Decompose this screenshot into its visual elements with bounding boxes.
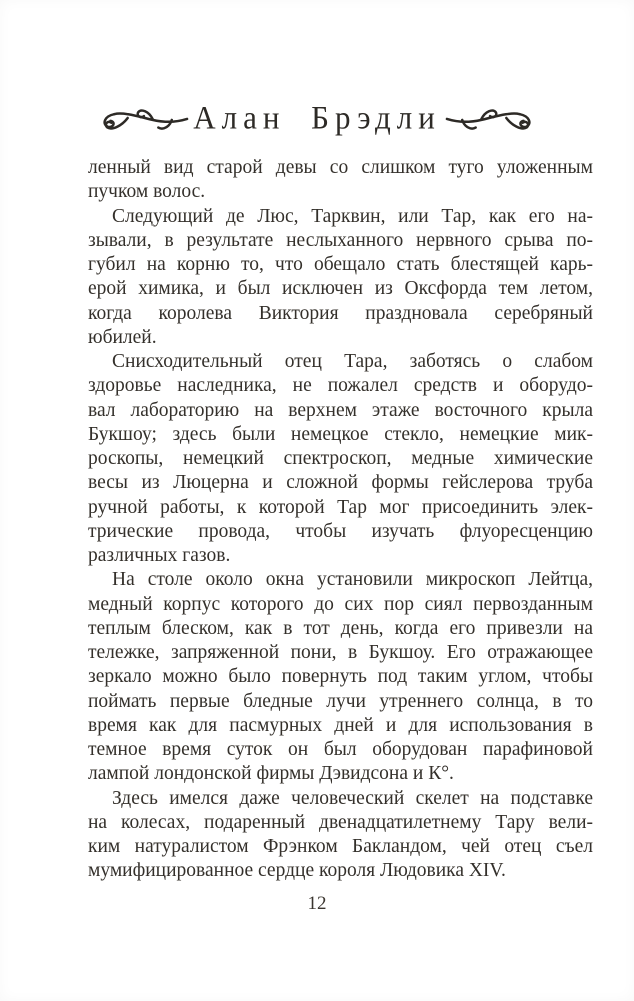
text-line: здоровье наследника, не пожалел средств и оборудо- xyxy=(88,375,593,397)
text-line: пучком волос. xyxy=(88,181,206,203)
text-line: ленный вид старой девы со слишком туго уложенным xyxy=(88,157,593,178)
text-line: на колесах, подаренный двенадцатилетнему Тару вели- xyxy=(88,811,593,833)
text-line: На столе около окна установили микроскоп Лейтца, xyxy=(112,569,593,591)
text-line: зывали, в результате неслыханного нервного срыва по- xyxy=(88,229,593,251)
text-line: ерой химика, и был исключен из Оксфорда тем летом, xyxy=(88,278,593,300)
text-line: Букшоу; здесь были немецкое стекло, немецкие мик- xyxy=(88,423,593,445)
text-line: губил на корню то, что обещало стать блестящей карь- xyxy=(88,254,593,275)
text-line: различных газов. xyxy=(88,545,231,566)
text-line: когда королева Виктория праздновала серебряный xyxy=(88,302,593,324)
author-header xyxy=(0,92,634,144)
text-line: мумифицированное сердце короля Людовика XIV. xyxy=(88,860,506,882)
text-line: вал лабораторию на верхнем этаже восточного крыла xyxy=(88,399,593,421)
text-line: юбилей. xyxy=(88,326,157,348)
flourish-right-icon xyxy=(445,97,537,139)
flourish-left-icon xyxy=(97,97,189,139)
text-line: лампой лондонской фирмы Дэвидсона и К°. xyxy=(88,763,454,785)
page-number: 12 xyxy=(307,893,327,914)
author-name: Алан Брэдли xyxy=(193,99,441,136)
text-line: тележке, запряженной пони, в Букшоу. Его отражающее xyxy=(88,642,593,663)
text-line: весы из Люцерна и сложной формы гейслерова труба xyxy=(88,472,593,494)
text-line: теплым блеском, как в тот день, когда его привезли на xyxy=(88,617,593,639)
text-line: Следующий де Люс, Тарквин, или Тар, как его на- xyxy=(112,205,593,227)
text-line: Здесь имелся даже человеческий скелет на подставке xyxy=(112,787,593,809)
text-line: темное время суток он был оборудован парафиновой xyxy=(88,739,593,760)
text-line: ручной работы, к которой Тар мог присоединить элек- xyxy=(88,496,593,518)
text-line: роскопы, немецкий спектроскоп, медные химические xyxy=(88,448,593,469)
text-line: трические провода, чтобы изучать флуоресценцию xyxy=(88,520,593,542)
text-block xyxy=(88,156,593,884)
text-line: медный корпус которого до сих пор сиял первозданным xyxy=(88,593,593,615)
text-line: Снисходительный отец Тара, заботясь о слабом xyxy=(112,351,593,372)
text-line: поймать первые бледные лучи утреннего солнца, в то xyxy=(88,690,593,712)
text-line: ким натуралистом Фрэнком Бакландом, чей отец съел xyxy=(88,836,593,857)
text-line: зеркало можно было повернуть под таким углом, чтобы xyxy=(88,666,593,688)
text-line: время как для пасмурных дней и для использования в xyxy=(88,714,593,736)
